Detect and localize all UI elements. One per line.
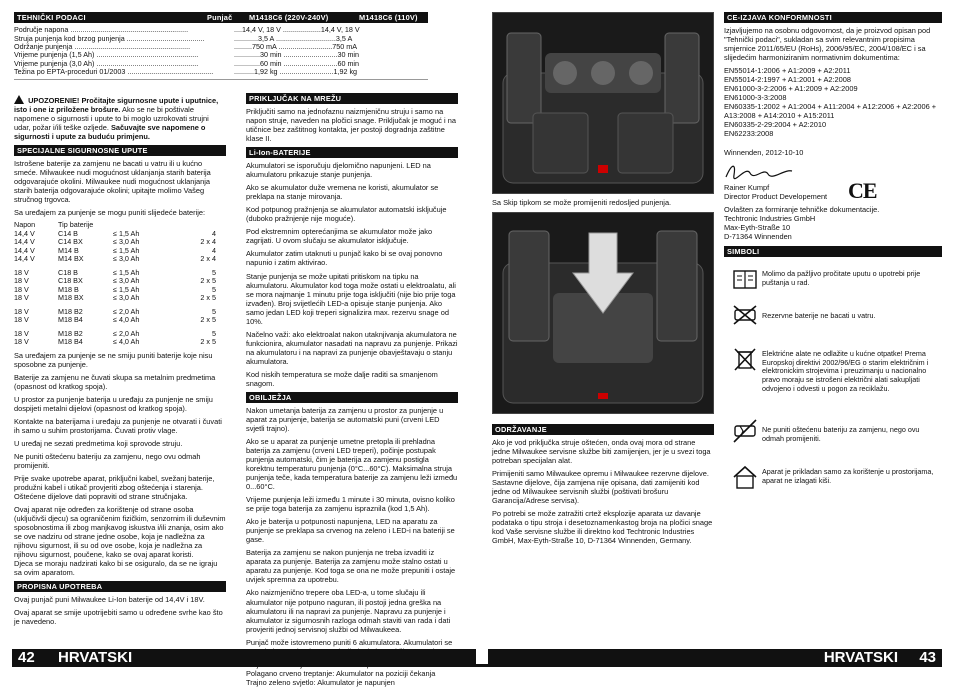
cell: ≤ 1,5 Ah (113, 245, 140, 255)
cell: ≤ 2,0 Ah (113, 328, 140, 338)
symbol-text-weee: Elektrićne alate ne odlažite u kućne otpatke! Prema Europskoj direktivi 2002/96/EG o starim električnim i elektronickim strojevima i preuzimanju u nacionalno pravo moraju se istrošeni električni alati sakupljati odvojeno i odvesti u pogon za reciklažu. (762, 349, 929, 393)
table-row (14, 68, 428, 76)
signer-name: Rainer Kumpf (724, 183, 770, 193)
paragraph: Po potrebi se može zatražiti crtež eksplozije aparata uz davanje podataka o tipu stroja i desetoznamenkastog broja na pločici snage kod Vaše servisne službe ili direktno kod Techtronic Industries GmbH, Max-Eyth-Straße 10, D-71364 Winnenden, Germany. (492, 509, 713, 546)
paragraph: Priključiti samo na jednofaznu naizmjeničnu struju i samo na napon struje, naveden na pločici snage. Priključak je moguć i na utičnice bez zaštitnog kontakta, jer postoji dogradnja zaštitne klase II. (246, 107, 456, 144)
paragraph: Načelno važi: ako elektroalat nakon utaknjivanja akumulatora ne funkcionira, akumulator nasadati na napravu za punjenje. Prikazi na akumulatoru i na napravi za punjenje obavještavaju o stanju akumulatora. (246, 329, 458, 366)
paragraph: Kod potpunog pražnjenja se akumulator automatski isključuje (duboko pražnjenje nije moguće). (246, 205, 447, 224)
standards-list: EN55014-1:2006 + A1:2009 + A2:2011 EN55014-2:1997 + A1:2001 + A2:2008 EN61000-3-2:2006 + A1:2009 + A2:2009 EN61000-3-3:2008 EN60335-1:2002 + A1:2004 + A11:2004 + A12:2006 + A2:2006 + A13:2008 + A14:2010 + A15:2011 EN60335-2-29:2004 + A2:2010 EN62233:2008 (724, 66, 937, 139)
cell: 5 (212, 328, 216, 338)
section-header-ce: CE-IZJAVA KONFORMNOSTI (724, 12, 942, 23)
section-header-safety: SPECIJALNE SIGURNOSNE UPUTE (14, 145, 226, 156)
symbol-text-manual: Molimo da pažljivo pročitate uputu o upotrebi prije puštanja u rad. (762, 269, 921, 287)
cell: 2 x 4 (200, 254, 216, 264)
paragraph: Kontakte na baterijama i uređaju za punjenje ne otvarati i čuvati ih samo u suhim prostorijama. Čuvati protiv vlage. (14, 416, 222, 435)
paragraph: Baterija za zamjenu se nakon punjenja ne treba izvaditi iz aparata za punjenje. Baterija za zamjenu može stalno ostati u aparatu za punjenje. Kod toga se ona ne može prepuniti i ostaje uvijek spremna za upotrebu. (246, 548, 456, 585)
warning-icon (14, 95, 24, 104)
section-header-symbols: SIMBOLI (724, 246, 942, 257)
paragraph: Ako se u aparat za punjenje umetne pretopla ili prehladna baterija za zamjenu (crveni LED treperi), počinje postupak punjenja automatski, čim je baterija za zamjenu postigla korektnu temperaturu punjenja (0°C...60°C). Maksimalna struja punjenja teče, kada temperatura baterije za zamjenu leži između 0...60°C. (246, 437, 458, 492)
spec-label: Održanje punjenja .......................................................... (14, 42, 191, 51)
skip-caption: Sa Skip tipkom se može promijeniti redosljed punjenja. (492, 198, 672, 207)
section-header-charging: OBILJEŽJA (246, 392, 458, 403)
cell: 2 x 5 (200, 337, 216, 347)
section-header-liion: Li-Ion-BATERIJE (246, 147, 458, 158)
spec-table (14, 26, 428, 77)
maintenance-block (492, 424, 714, 640)
cell: ≤ 1,5 Ah (113, 267, 140, 277)
cell: 18 V (14, 276, 29, 286)
charger-skip-illustration (493, 213, 713, 413)
col-type: Tip baterije (58, 220, 94, 230)
cell: 18 V (14, 293, 29, 303)
spec-rule (14, 79, 428, 80)
city: D-71364 Winnenden (724, 231, 792, 241)
cell: 5 (212, 284, 216, 294)
section-header-use: PROPISNA UPOTREBA (14, 581, 226, 592)
ce-date: Winnenden, 2012-10-10 (724, 148, 804, 158)
cell: ≤ 3,0 Ah (113, 293, 140, 303)
cell: M18 B4 (58, 337, 83, 347)
battery-no-fire-icon (732, 302, 758, 328)
cell: M14 BX (58, 254, 84, 264)
cell: 5 (212, 267, 216, 277)
cell: 2 x 4 (200, 237, 216, 247)
table-row (14, 294, 226, 302)
cell: 14,4 V (14, 254, 35, 264)
battery-table (14, 221, 226, 346)
symbol-text-fire: Rezervne baterije ne bacati u vatru. (762, 311, 876, 320)
spec-label: Vrijeme punjenja (1,5 Ah) ................................................... (14, 50, 199, 60)
symbols-block (724, 246, 942, 262)
left-column-1 (14, 95, 226, 640)
paragraph: Sa uređajem za punjenje se ne smiju puniti baterije koje nisu sposobne za punjenje. (14, 350, 213, 369)
paragraph: Ako naizmjenično trepere oba LED-a, u tome slučaju ili akumulator nije potpuno naguran, ili postoji jedna greška na akumulatoru ili na napravi za punjenje. Napravu za punjenje i akumulator iz sigurnosnih razloga odmah staviti van rada i dati provjeriti jednoj servisnoj službi od Milwaukeea. (246, 588, 451, 634)
spec-value: ....14,4 V, 18 V ...................14,4 V, 18 V (234, 25, 360, 35)
paragraph: Akumulatori se isporučuju djelomično napunjeni. LED na akumulatoru prikazuje stanje punjenja. (246, 161, 431, 180)
cell: 4 (212, 228, 216, 238)
paragraph: Ako je vod priključka struje oštećen, onda ovaj mora od strane jedne Milwaukee servisne službe biti zamijenjen, jer je u svezi toga potreban specijalan alat. (492, 438, 711, 466)
led-status: Polagano crveno treptanje: Akumulator na poziciji čekanja (246, 668, 436, 678)
cell: C14 B (58, 228, 78, 238)
cell: 2 x 5 (200, 293, 216, 303)
paragraph: Ako je baterija u potpunosti napunjena, LED na aparatu za punjenje se preklapa sa crvenog na zeleno i LED-i na bateriji se gase. (246, 517, 455, 545)
spec-value: .........750 mA ...........................750 mA (234, 42, 358, 51)
cell: 18 V (14, 267, 29, 277)
damaged-battery-icon (732, 418, 758, 444)
paragraph: U prostor za punjenje baterija u uređaju za punjenje ne smiju dospijeti metalni dijelovi (opasnost od kratkog spoja). (14, 394, 213, 413)
warning-body: Ako se ne bi poštivale napomene o sigurnosti i upute to bi moglo uzrokovati strujni udar, požar i/ili teške ozljede. (14, 105, 209, 133)
street: Max-Eyth-Straße 10 (724, 222, 791, 232)
paragraph: Ako se akumulator duže vremena ne koristi, akumulator se preklapa na stanje mirovanja. (246, 183, 439, 202)
spec-value: .............60 min ...........................60 min (234, 58, 360, 68)
cell: 14,4 V (14, 245, 35, 255)
spec-col-110: M1418C6 (110V) (359, 13, 418, 22)
cell: ≤ 3,0 Ah (113, 254, 140, 264)
symbol-text-indoor: Aparat je prikladan samo za korištenje u prostorijama, aparat ne izlagati kiši. (762, 467, 934, 485)
page-number-right: 43 (919, 649, 936, 666)
indoor-use-house-icon (732, 464, 758, 490)
cell: 14,4 V (14, 237, 35, 247)
signer-role: Director Product Developement (724, 192, 828, 202)
cell: 18 V (14, 328, 29, 338)
paragraph: Ovaj punjač puni Milwaukee Li-Ion baterije od 14,4V i 18V. (14, 595, 205, 605)
section-header-maintenance: ODRŽAVANJE (492, 424, 714, 435)
table-row (14, 316, 226, 324)
spec-value: ............3,5 A ..............................3,5 A (234, 33, 353, 43)
cell: M18 B (58, 284, 79, 294)
paragraph: Primijeniti samo Milwaukee opremu i Milwaukee rezervne dijelove. Sastavne dijelove, čija zamjena nije opisana, dati zamijeniti kod jedne od Milwaukee servisnih službi (poštivati brošuru Garancija/Adrese servisa). (492, 469, 709, 506)
cell: ≤ 1,5 Ah (113, 228, 140, 238)
cell: ≤ 1,5 Ah (113, 284, 140, 294)
symbol-text-damaged: Ne puniti oštećenu bateriju za zamjenu, nego ovu odmah promijeniti. (762, 425, 920, 443)
paragraph: Ovaj aparat nije određen za korištenje od strane osoba (uključivši djecu) sa ograničenim fizičkim, senzornim ili duševnim sposobnostima ili zbog manjkavog iskustva i/ili znanja, osim ako se ove nadziru od strane jedne osobe, koja je nadležna za njihovu sigurnost, ili su od ove osobe, koja je nadležna za njihovu sigurnost, poučene, kako se ovaj aparat koristi. (14, 505, 226, 560)
language-left: HRVATSKI (58, 649, 133, 666)
paragraph: Djeca se moraju nadzirati kako bi se osiguralo, da se ne igraju sa ovim aparatom. (14, 559, 218, 578)
page-number-left: 42 (18, 649, 35, 666)
cell: ≤ 3,0 Ah (113, 276, 140, 286)
led-status: Trajno zeleno svjetlo: Akumulator je napunjen (246, 677, 395, 687)
paragraph: Stanje punjenja se može upitati pritiskom na tipku na akumulatoru. Akumulator kod toga može ostati u elektroalatu, ali se mora najmanje 1 minutu prije toga isključiti (nije bio prije toga izvađen). Broj svijetlećih LED-a opisuje stanje punjenja. Ako samo jedan LED koji treperi signalizira max. rezervu snage od 10%. (246, 271, 456, 326)
page-gutter (476, 642, 488, 664)
paragraph: Istrošene baterije za zamjenu ne bacati u vatru ili u kućno smeće. Milwaukee nudi mogućnost uklanjanja starih baterija odgovarajuće okolini. Milwaukee nudi mogućnost uklanjanja starih baterija odgovarajuće okolini; upitajte molimo Vašeg stručnog trgovca. (14, 159, 211, 205)
cell: 18 V (14, 337, 29, 347)
signature-icon (724, 161, 794, 181)
paragraph: Kod niskih temperatura se može dalje raditi sa smanjenom snagom. (246, 369, 438, 388)
warning-bold: UPOZORENIE! Pročitajte sigurnosne upute i uputnice, isto i one iz priložene brošure. (14, 96, 219, 115)
spec-title: TEHNIČKI PODACI (17, 13, 86, 22)
spec-value: .............30 min ...........................30 min (234, 50, 360, 60)
spec-header (14, 12, 428, 23)
auth-text: Ovlašten za formiranje tehničke dokumentacije. (724, 204, 880, 214)
cell: C18 BX (58, 276, 83, 286)
spec-col-charger: Punjač (207, 13, 233, 22)
cell: C18 B (58, 267, 78, 277)
spec-label: Područje napona ........................................................... (14, 25, 189, 35)
paragraph: Punjač može istovremeno puniti 6 akumulatora. Akumulatori se (246, 637, 453, 647)
cell: 2 x 5 (200, 315, 216, 325)
cell: M18 B2 (58, 306, 83, 316)
spec-label: Težina po EPTA-proceduri 01/2003 ........................................... (14, 67, 214, 77)
charger-illustration (493, 13, 713, 193)
warning-save: Sačuvajte sve napomene o sigurnosti i upute za buduću primjenu. (14, 123, 206, 142)
cell: ≤ 3,0 Ah (113, 237, 140, 247)
cell: ≤ 2,0 Ah (113, 306, 140, 316)
spec-block (14, 12, 428, 80)
cell: C14 BX (58, 237, 83, 247)
paragraph: Ne puniti oštećenu bateriju za zamjenu, nego ovu odmah promijeniti. (14, 451, 201, 470)
company: Techtronic Industries GmbH (724, 213, 816, 223)
spec-label: Struja punjenja kod brzog punjenja ....................................... (14, 33, 205, 43)
paragraph: Prije svake upotrebe aparat, priključni kabel, svežanj baterije, produžni kabel i utikač provjeriti zbog oštećenja i starenja. Oštećene dijelove dati popraviti od strane stručnjaka. (14, 474, 215, 502)
ce-mark-icon: CE (848, 178, 877, 203)
cell: 5 (212, 306, 216, 316)
paragraph: Izjavljujemo na osobnu odgovornost, da je proizvod opisan pod "Tehnički podaci", sukladan sa svim relevantnim propisima smjernice 2011/65/EU (RoHs), 2006/95/EC, 2004/108/EC i sa slijedećim harmoniziranim normativnim dokumentima: (724, 26, 931, 63)
cell: ≤ 4,0 Ah (113, 337, 140, 347)
paragraph: Ovaj aparat se smije upotrijebiti samo u određene svrhe kao što je navedeno. (14, 608, 223, 627)
spec-col-230: M1418C6 (220V-240V) (249, 13, 329, 22)
cell: M18 BX (58, 293, 84, 303)
cell: 18 V (14, 315, 29, 325)
cell: ≤ 4,0 Ah (113, 315, 140, 325)
col-voltage: Napon (14, 220, 36, 230)
cell: 18 V (14, 306, 29, 316)
cell: 4 (212, 245, 216, 255)
cell: 14,4 V (14, 228, 35, 238)
read-manual-icon (732, 266, 758, 292)
section-header-mains: PRIKLJUČAK NA MREŽU (246, 93, 458, 104)
table-row (14, 255, 226, 263)
paragraph: Akumulator zatim utaknuti u punjač kako bi se ovaj ponovno napunio i zatim aktivirao. (246, 249, 443, 268)
paragraph: Sa uređajem za punjenje se mogu puniti slijedeće baterije: (14, 208, 206, 218)
ce-block (724, 12, 942, 247)
cell: 18 V (14, 284, 29, 294)
weee-bin-icon (732, 346, 758, 372)
paragraph: Nakon umetanja baterija za zamjenu u prostor za punjenje u aparat za punjenje, baterija se automatski puni (crveni LED svjetli trajno). (246, 405, 444, 433)
language-right: HRVATSKI (823, 649, 898, 666)
spec-label: Vrijeme punjenja (3,0 Ah) ................................................... (14, 58, 199, 68)
cell: M14 B (58, 245, 79, 255)
paragraph: U uređaj ne sezati predmetima koji sprovode struju. (14, 438, 183, 448)
paragraph: Vrijeme punjenja leži između 1 minute i 30 minuta, ovisno koliko se prije toga baterija za zamjenu ispraznila (kod 1,5 Ah). (246, 495, 455, 514)
cell: M18 B2 (58, 328, 83, 338)
table-row (14, 338, 226, 346)
warning-paragraph (14, 95, 226, 141)
charger-photo-top (492, 12, 714, 194)
spec-value: ..........1,92 kg ...........................1,92 kg (234, 67, 358, 77)
paragraph: Baterije za zamjenu ne čuvati skupa sa metalnim predmetima (opasnost od kratkog spoja). (14, 372, 216, 391)
left-column-2 (246, 93, 458, 687)
paragraph: Pod ekstremnim opterećanjima se akumulator može jako zagrijati. U ovom slučaju se akumulator isključuje. (246, 227, 433, 246)
cell: M18 B4 (58, 315, 83, 325)
charger-photo-bottom (492, 212, 714, 414)
cell: 2 x 5 (200, 276, 216, 286)
